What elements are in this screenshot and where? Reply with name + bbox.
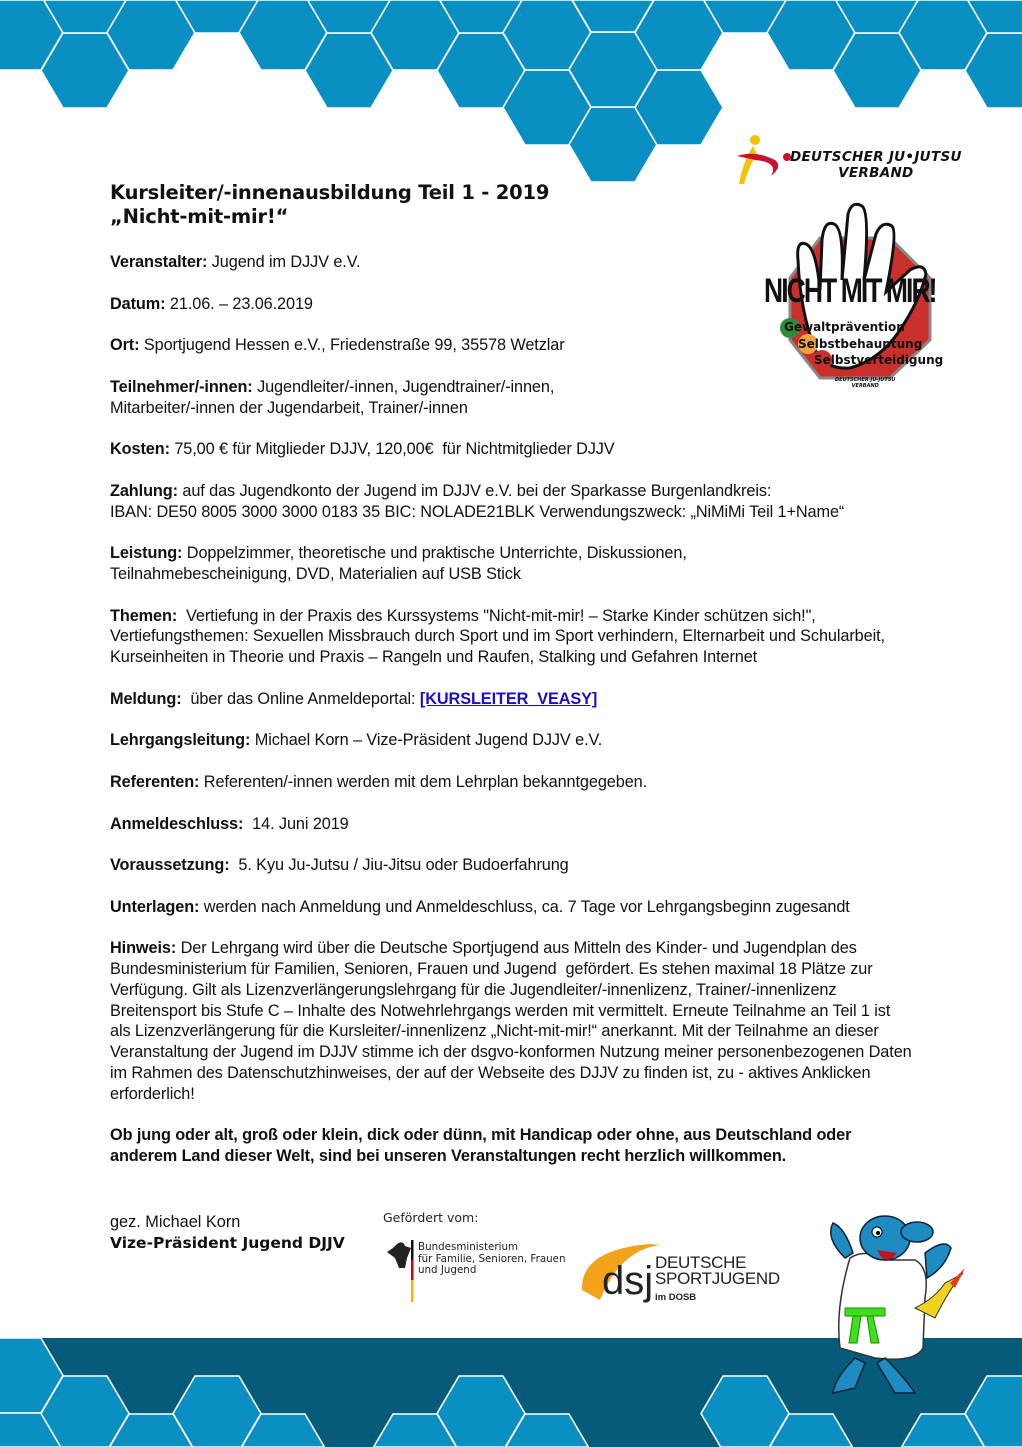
text-line	[110, 1084, 912, 1105]
djjv-name-line1: DEUTSCHER JU•JUTSU	[790, 149, 962, 165]
dragon-mascot	[805, 1198, 970, 1403]
nmm-item-selbstverteidigung: Selbstverteidigung	[814, 353, 944, 367]
field-value: 21.06. – 23.06.2019	[165, 294, 313, 313]
field-value: Referenten/-innen werden mit dem Lehrplan bekanntgegeben.	[199, 772, 648, 791]
field-label: Hinweis:	[110, 939, 177, 958]
dsj-sub: im DOSB	[655, 1292, 697, 1303]
text-line	[110, 1001, 912, 1022]
field-label: Datum:	[110, 294, 166, 313]
nmm-item-selbstbehauptung: Selbstbehauptung	[798, 337, 923, 351]
field-value: als Lizenzverlängerung für die Kursleiter/-innenlizenz „Nicht-mit-mir!“ anerkannt. Mit der Teilnahme an dieser	[110, 1022, 879, 1041]
dsj-line1: DEUTSCHE	[655, 1253, 747, 1272]
field-value: werden nach Anmeldung und Anmeldeschluss, ca. 7 Tage vor Lehrgangsbeginn zugesandt	[199, 897, 850, 916]
field-unterlagen	[110, 897, 912, 918]
field-value: im Rahmen des Datenschutzhinweises, der auf der Webseite des DJJV zu finden ist, zu - aktives Anklicken	[110, 1064, 871, 1083]
field-value: Michael Korn – Vize-Präsident Jugend DJJV e.V.	[250, 731, 603, 750]
text-line	[110, 1042, 912, 1063]
field-referenten	[110, 772, 912, 793]
field-teilnehmerinnen	[110, 377, 912, 419]
field-label: Anmeldeschluss:	[110, 814, 244, 833]
text-line	[110, 481, 912, 502]
field-label: Zahlung:	[110, 481, 178, 500]
field-value: Veranstaltung der Jugend im DJJV stimme ich der dsgvo-konformen Nutzung meiner personenbezogenen Daten	[110, 1043, 912, 1062]
field-datum	[110, 294, 912, 315]
field-value: 14. Juni 2019	[243, 814, 349, 833]
field-value: auf das Jugendkonto der Jugend im DJJV e.V. bei der Sparkasse Burgenlandkreis:	[177, 481, 772, 500]
text-line	[110, 980, 912, 1001]
text-line	[110, 377, 912, 398]
field-label: Leistung:	[110, 544, 183, 563]
field-value: Kurseinheiten in Theorie und Praxis – Rangeln und Raufen, Stalking und Gefahren Internet	[110, 648, 758, 667]
field-value: Vertiefung in der Praxis des Kurssystems "Nicht-mit-mir! – Starke Kinder schützen sich!",	[177, 606, 816, 625]
text-line	[110, 855, 912, 876]
text-line	[110, 730, 912, 751]
text-line	[110, 439, 912, 460]
djjv-name-line2: VERBAND	[838, 165, 914, 181]
field-label: Unterlagen:	[110, 897, 200, 916]
nmm-item-gewaltpraevention: Gewaltprävention	[784, 320, 905, 334]
field-label: Ort:	[110, 336, 140, 355]
field-value: 75,00 € für Mitglieder DJJV, 120,00€ für Nichtmitglieder DJJV	[169, 440, 615, 459]
djjv-figure-icon	[735, 132, 795, 190]
nmm-small-line1: DEUTSCHER JU-JUTSU	[835, 377, 896, 383]
field-voraussetzung	[110, 855, 912, 876]
field-value: 5. Kyu Ju-Jutsu / Jiu-Jitsu oder Budoerfahrung	[229, 856, 569, 875]
text-line	[110, 502, 912, 523]
field-value: Jugendleiter/-innen, Jugendtrainer/-innen,	[252, 377, 555, 396]
text-line	[110, 294, 912, 315]
signature-name: gez. Michael Korn	[110, 1213, 241, 1231]
dsj-letters: dsj	[602, 1259, 654, 1303]
field-leistung	[110, 543, 912, 585]
field-value: erforderlich!	[110, 1084, 195, 1103]
field-lehrgangsleitung	[110, 730, 912, 751]
field-value: Vertiefungsthemen: Sexuellen Missbrauch durch Sport und im Sport verhindern, Elternarbeit und Schularbeit,	[110, 627, 885, 646]
text-line	[110, 689, 912, 710]
bmfsfj-line2: für Familie, Senioren, Frauen	[418, 1252, 566, 1265]
text-line	[110, 564, 912, 585]
signature	[110, 1212, 345, 1254]
djjv-logo	[735, 132, 975, 190]
text-line	[110, 626, 912, 647]
registration-link[interactable]: [KURSLEITER_VEASY]	[419, 689, 598, 708]
field-value: über das Online Anmeldeportal:	[181, 689, 420, 708]
federal-eagle-icon	[383, 1238, 417, 1304]
field-label: Referenten:	[110, 772, 200, 791]
field-ort	[110, 335, 912, 356]
field-value: Bundesministerium für Familien, Senioren, Frauen und Jugend gefördert. Es stehen maximal 18 Plätze zur	[110, 960, 873, 979]
text-line	[110, 1063, 912, 1084]
field-value: Verfügung. Gilt als Lizenzverlängerungslehrgang für die Jugendleiter/-innenlizenz, Trainer/-innenlizenz	[110, 980, 837, 999]
dsj-line2: SPORTJUGEND	[655, 1269, 780, 1288]
text-line	[110, 938, 912, 959]
bmfsfj-logo	[383, 1238, 566, 1304]
field-value: Mitarbeiter/-innen der Jugendarbeit, Trainer/-innen	[110, 398, 468, 417]
text-line	[110, 543, 912, 564]
title-line1: Kursleiter/-innenausbildung Teil 1 - 2019	[110, 181, 550, 204]
nmm-title: NICHT MIT MIR!	[764, 272, 936, 310]
funded-by-label: Gefördert vom:	[383, 1210, 479, 1225]
field-hinweis	[110, 938, 912, 1104]
text-line	[110, 772, 912, 793]
field-themen	[110, 606, 912, 668]
field-value: IBAN: DE50 8005 3000 3000 0183 35 BIC: NOLADE21BLK Verwendungszweck: „NiMiMi Teil 1+Name“	[110, 502, 845, 521]
field-anmeldeschluss	[110, 814, 912, 835]
bmfsfj-line1: Bundesministerium	[418, 1241, 519, 1253]
welcome-line: Ob jung oder alt, groß oder klein, dick oder dünn, mit Handicap oder ohne, aus Deutschland oder	[110, 1126, 852, 1145]
field-label: Teilnehmer/-innen:	[110, 377, 253, 396]
text-line	[110, 606, 912, 627]
nmm-small-line2: VERBAND	[851, 383, 879, 389]
bmfsfj-line3: und Jugend	[418, 1264, 477, 1276]
text-line	[110, 398, 912, 419]
field-label: Themen:	[110, 606, 178, 625]
text-line	[110, 252, 912, 273]
field-label: Veranstalter:	[110, 253, 208, 271]
field-label: Voraussetzung:	[110, 856, 230, 875]
document-body	[110, 252, 912, 1188]
field-value: Teilnahmebescheinigung, DVD, Materialien auf USB Stick	[110, 564, 521, 583]
text-line	[110, 647, 912, 668]
field-value: Der Lehrgang wird über die Deutsche Sportjugend aus Mitteln des Kinder- und Jugendplan des	[176, 939, 857, 958]
text-line	[110, 335, 912, 356]
text-line	[110, 1021, 912, 1042]
title-line2: „Nicht-mit-mir!“	[110, 205, 289, 228]
signature-role: Vize-Präsident Jugend DJJV	[110, 1234, 345, 1252]
text-line	[110, 814, 912, 835]
text-line	[110, 959, 912, 980]
field-value: Sportjugend Hessen e.V., Friedenstraße 99, 35578 Wetzlar	[139, 336, 565, 355]
field-label: Lehrgangsleitung:	[110, 731, 251, 750]
welcome-line: anderem Land dieser Welt, sind bei unseren Veranstaltungen recht herzlich willkommen.	[110, 1147, 787, 1166]
welcome-statement	[110, 1125, 912, 1167]
field-meldung	[110, 689, 912, 710]
field-value: Jugend im DJJV e.V.	[207, 253, 361, 271]
dsj-swoosh-icon	[580, 1240, 660, 1308]
field-label: Kosten:	[110, 440, 170, 459]
field-kosten	[110, 439, 912, 460]
page-title	[110, 181, 549, 229]
text-line	[110, 897, 912, 918]
field-value: Breitensport bis Stufe C – Inhalte des Notwehrlehrgangs werden mit vermittelt. Erneute Teilnahme an Teil 1 ist	[110, 1001, 891, 1020]
dsj-logo	[580, 1240, 780, 1308]
field-veranstalter	[110, 252, 912, 273]
dragon-mascot-icon	[805, 1198, 970, 1403]
field-value: Doppelzimmer, theoretische und praktische Unterrichte, Diskussionen,	[182, 544, 687, 563]
field-label: Meldung:	[110, 689, 182, 708]
field-zahlung	[110, 481, 912, 523]
